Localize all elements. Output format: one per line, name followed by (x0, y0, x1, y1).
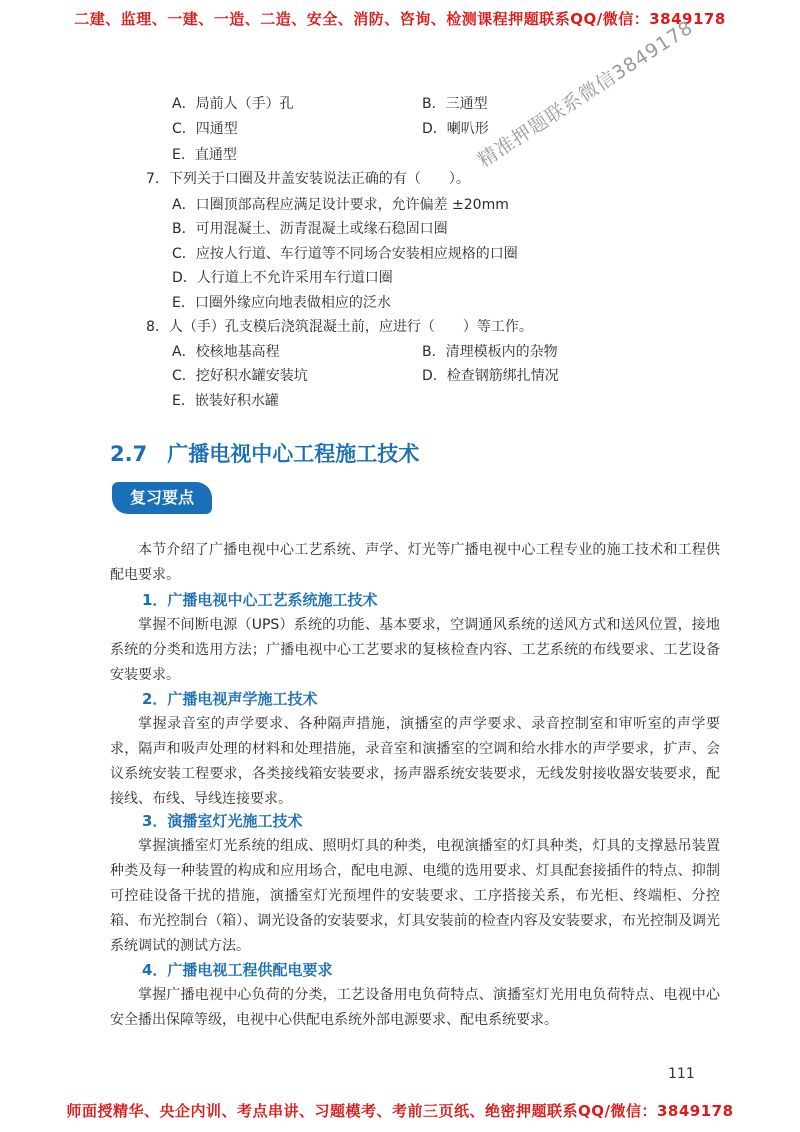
q7-option-c: C．应按人行道、车行道等不同场合安装相应规格的口圈 (172, 246, 518, 262)
subsection-3-body: 掌握演播室灯光系统的组成、照明灯具的种类，电视演播室的灯具种类，灯具的支撑悬吊装置种类及每一种装置的构成和应用场合，配电电源、电缆的选用要求、灯具配套接插件的特点、抑制可控硅设备干扰的措施，演播室灯光预埋件的安装要求、工序搭接关系，布光柜、终端柜、分控箱、布光控制台（箱）、调光设备的安装要求，灯具安装前的检查内容及安装要求，布光控制及调光系统调试的测试方法。 (110, 838, 720, 954)
q8-option-a: A．校核地基高程 (172, 344, 280, 360)
subsection-4-body: 掌握广播电视中心负荷的分类，工艺设备用电负荷特点、演播室灯光用电负荷特点、电视中心安全播出保障等级，电视中心供配电系统外部电源要求、配电系统要求。 (110, 987, 720, 1028)
q6-option-c: C．四通型 (172, 121, 238, 137)
q6-option-d: D．喇叭形 (422, 121, 489, 137)
q7-option-d: D．人行道上不允许采用车行道口圈 (172, 270, 393, 286)
q6-option-a: A．局前人（手）孔 (172, 96, 294, 112)
q8-stem: 8．人（手）孔支模后浇筑混凝土前，应进行（ ）等工作。 (146, 319, 533, 335)
top-promo-banner: 二建、监理、一建、一造、二造、安全、消防、咨询、检测课程押题联系QQ/微信：3849178 (74, 10, 726, 28)
q7-option-a: A．口圈顶部高程应满足设计要求，允许偏差 ±20mm (172, 197, 509, 213)
q8-option-b: B．清理模板内的杂物 (422, 344, 558, 360)
diagonal-watermark: 精准押题联系微信3849178 (474, 16, 698, 172)
q8-option-d: D．检查钢筋绑扎情况 (422, 368, 559, 384)
q7-option-e: E．口圈外缘应向地表做相应的泛水 (172, 295, 391, 311)
subsection-2-heading: 2．广播电视声学施工技术 (142, 690, 318, 708)
subsection-3-heading: 3．演播室灯光施工技术 (142, 812, 303, 830)
q8-option-e: E．嵌装好积水罐 (172, 393, 279, 409)
subsection-2-body: 掌握录音室的声学要求、各种隔声措施，演播室的声学要求、录音控制室和审听室的声学要求，隔声和吸声处理的材料和处理措施，录音室和演播室的空调和给水排水的声学要求，扩声、会议系统安装工程要求，各类接线箱安装要求，扬声器系统安装要求，无线发射接收器安装要求，配接线、布线、导线连接要求。 (110, 716, 720, 807)
q6-option-b: B．三通型 (422, 96, 488, 112)
section-number: 2.7 (110, 442, 148, 466)
subsection-4-heading: 4．广播电视工程供配电要求 (142, 961, 333, 979)
intro-paragraph: 本节介绍了广播电视中心工艺系统、声学、灯光等广播电视中心工程专业的施工技术和工程供配电要求。 (110, 542, 720, 583)
bottom-promo-banner: 师面授精华、央企内训、考点串讲、习题模考、考前三页纸、绝密押题联系QQ/微信：3849178 (66, 1102, 734, 1120)
page-number: 111 (668, 1066, 695, 1082)
key-points-badge: 复习要点 (112, 482, 212, 514)
subsection-1-body: 掌握不间断电源（UPS）系统的功能、基本要求，空调通风系统的送风方式和送风位置，接地系统的分类和选用方法；广播电视中心工艺要求的复核检查内容、工艺系统的布线要求、工艺设备安装要求。 (110, 617, 720, 683)
section-heading (110, 438, 419, 468)
q6-option-e: E．直通型 (172, 147, 237, 163)
q7-stem: 7．下列关于口圈及井盖安装说法正确的有（ ）。 (146, 171, 470, 187)
q7-option-b: B．可用混凝土、沥青混凝土或缘石稳固口圈 (172, 221, 448, 237)
section-title: 广播电视中心工程施工技术 (167, 442, 420, 466)
q8-option-c: C．挖好积水罐安装坑 (172, 368, 308, 384)
subsection-1-heading: 1．广播电视中心工艺系统施工技术 (142, 591, 378, 609)
